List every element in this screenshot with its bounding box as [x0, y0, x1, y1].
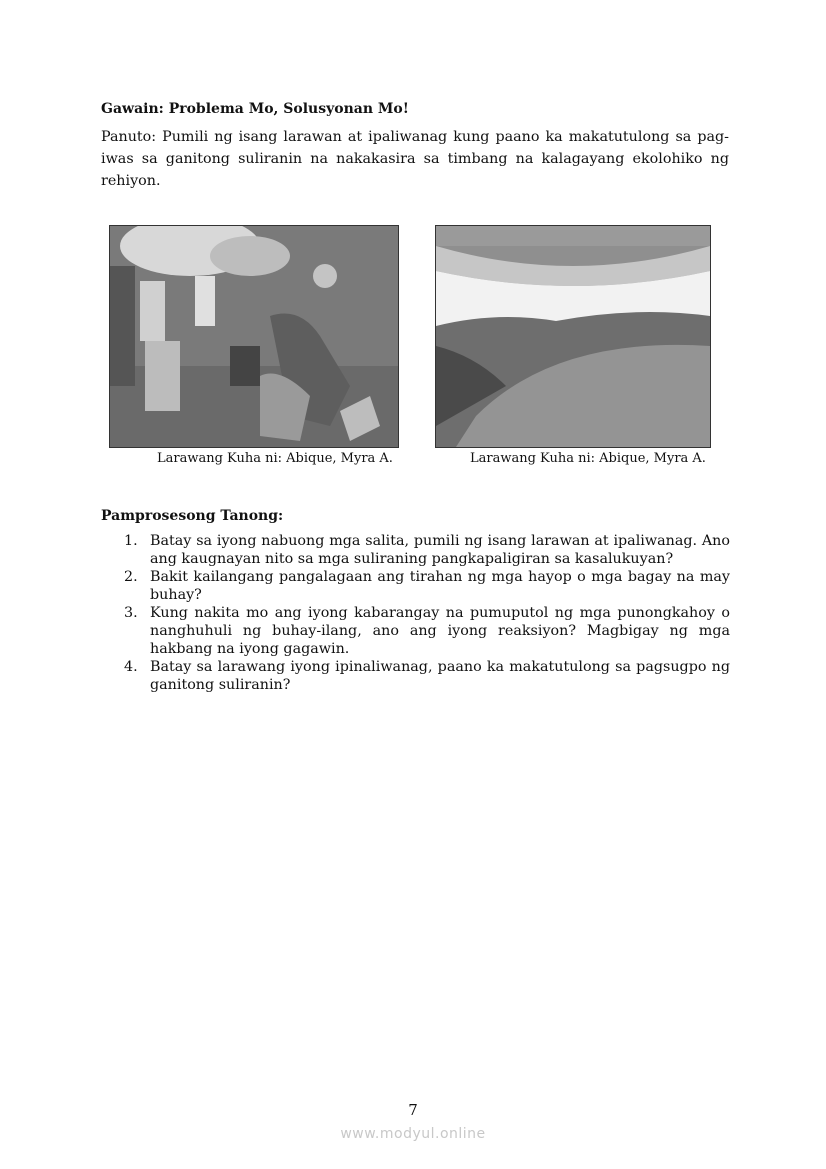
page-number: 7 — [408, 1101, 418, 1119]
question-number: 3. — [124, 605, 138, 621]
activity-title: Gawain: Problema Mo, Solusyonan Mo! — [101, 101, 409, 117]
activity-instructions: Panuto: Pumili ng isang larawan at ipaliwanag kung paano ka makatutulong sa pag-iwas sa ganitong suliranin na nakakasira sa timbang na kalagayang ekolohiko ng rehiyon. — [101, 129, 729, 189]
question-number: 4. — [124, 659, 138, 675]
question-item — [101, 568, 730, 604]
photo-cleanup-activity — [109, 225, 399, 448]
questions-title: Pamprosesong Tanong: — [101, 508, 284, 524]
question-item — [101, 658, 730, 694]
questions-list — [101, 532, 730, 694]
question-item — [101, 604, 730, 658]
photo-hillside-landscape — [435, 225, 711, 448]
photo-caption: Larawang Kuha ni: Abique, Myra A. — [157, 451, 393, 466]
question-text: Kung nakita mo ang iyong kabarangay na pumuputol ng mga punongkahoy o nanghuhuli ng buhay-ilang, ano ang iyong reaksiyon? Magbigay ng mga hakbang na iyong gagawin. — [150, 605, 730, 657]
photo-caption: Larawang Kuha ni: Abique, Myra A. — [470, 451, 706, 466]
question-item — [101, 532, 730, 568]
question-text: Batay sa iyong nabuong mga salita, pumili ng isang larawan at ipaliwanag. Ano ang kaugnayan nito sa mga suliraning pangkapaligiran sa kasalukuyan? — [150, 533, 730, 567]
footer-watermark: www.modyul.online — [340, 1126, 486, 1142]
question-number: 1. — [124, 533, 138, 549]
question-text: Batay sa larawang iyong ipinaliwanag, paano ka makatutulong sa pagsugpo ng ganitong suliranin? — [150, 659, 730, 693]
question-text: Bakit kailangang pangalagaan ang tirahan ng mga hayop o mga bagay na may buhay? — [150, 569, 730, 603]
question-number: 2. — [124, 569, 138, 585]
